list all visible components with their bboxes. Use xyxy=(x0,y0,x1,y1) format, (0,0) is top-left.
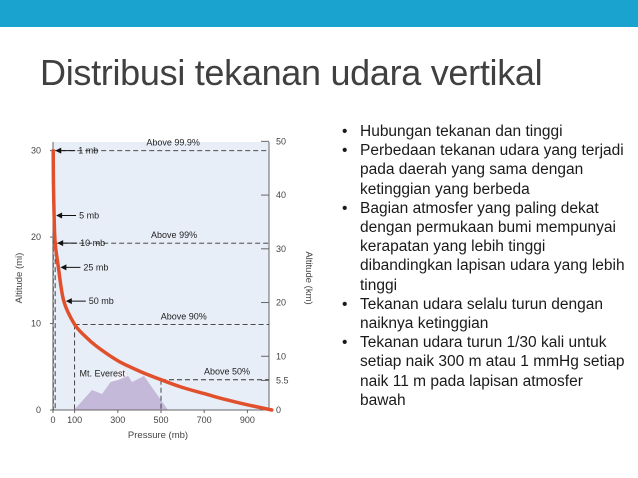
y-tick-label-right: 30 xyxy=(276,243,287,254)
y-tick-label-right: 0 xyxy=(276,405,282,415)
pressure-marker-label: 25 mb xyxy=(83,262,109,273)
pressure-marker-label: 10 mb xyxy=(80,238,106,249)
pressure-altitude-chart xyxy=(0,130,330,450)
x-tick-label: 500 xyxy=(153,415,169,425)
bullet-item: • Tekanan udara turun 1/30 kali untuk setiap naik 300 m atau 1 mmHg setiap naik 11 m pada lapisan atmosfer bawah xyxy=(340,333,630,410)
level-label: Above 99% xyxy=(151,230,198,241)
bullet-item: • Hubungan tekanan dan tinggi xyxy=(340,122,630,141)
pressure-marker-label: 50 mb xyxy=(88,296,114,307)
y-tick-label-left: 20 xyxy=(30,232,41,243)
y-tick-label-left: 30 xyxy=(30,145,41,156)
x-tick-label: 700 xyxy=(196,415,212,425)
bullet-item: • Bagian atmosfer yang paling dekat dengan permukaan bumi mempunyai kerapatan yang lebih tinggi dibandingkan lapisan udara yang lebih tinggi xyxy=(340,199,630,295)
pressure-marker-label: 5 mb xyxy=(79,210,100,221)
bullet-item: • Tekanan udara selalu turun dengan naiknya ketinggian xyxy=(340,295,630,333)
x-tick-label: 100 xyxy=(67,415,83,425)
y-tick-label-right: 20 xyxy=(276,297,287,308)
y-tick-label-right: 40 xyxy=(276,190,287,201)
pressure-marker-label: 1 mb xyxy=(78,145,99,156)
y-axis-label-left: Altitude (mi) xyxy=(14,252,25,304)
y-tick-label-right: 10 xyxy=(276,351,287,362)
level-label: Above 99.9% xyxy=(146,137,200,148)
top-accent-bar xyxy=(0,0,638,27)
y-tick-label-left: 0 xyxy=(35,405,41,415)
x-tick-label: 300 xyxy=(110,415,126,425)
x-axis-label: Pressure (mb) xyxy=(127,430,189,441)
annotation-label: Mt. Everest xyxy=(79,368,126,379)
bullet-item: • Perbedaan tekanan udara yang terjadi pada daerah yang sama dengan ketinggian yang berbeda xyxy=(340,141,630,199)
level-label: Above 90% xyxy=(160,311,207,322)
level-label: Above 50% xyxy=(203,366,251,377)
slide-title: Distribusi tekanan udara vertikal xyxy=(40,52,543,93)
x-tick-label: 0 xyxy=(50,415,56,425)
y-tick-label-right: 50 xyxy=(276,136,287,147)
x-tick-label: 900 xyxy=(239,415,255,425)
y-tick-label-left: 10 xyxy=(30,318,41,329)
y-axis-label-right: Altitude (km) xyxy=(303,251,314,305)
bullet-list xyxy=(340,122,630,410)
y-tick-label-right: 5.5 xyxy=(276,375,289,386)
